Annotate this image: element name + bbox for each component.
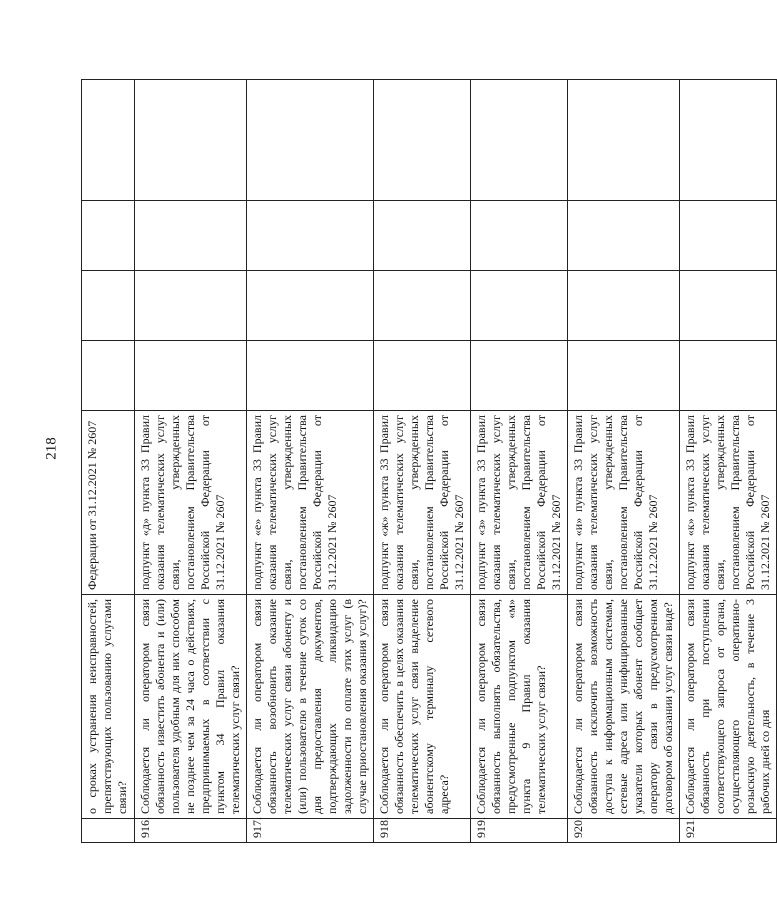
answer-cell [135, 271, 247, 341]
table-row [374, 80, 471, 843]
answer-cell [471, 271, 568, 341]
legal-basis-cell: подпункт «и» пункта 33 Правил оказания телематических услуг связи, утвержденных постановлением Правительства Российской Федерации от 31.12.2021 № 2607 [568, 411, 680, 595]
answer-cell [247, 201, 374, 271]
question-cell: Соблюдается ли оператором связи обязанность обеспечить в целях оказания телематических услуг связи выделение абонентскому терминалу сетевого адреса? [374, 595, 471, 819]
answer-cell [680, 341, 777, 411]
comment-cell [247, 80, 374, 201]
answer-cell [82, 271, 135, 341]
comment-cell [680, 80, 777, 201]
answer-cell [135, 341, 247, 411]
answer-cell [247, 341, 374, 411]
table-row [568, 80, 680, 843]
answer-cell [82, 341, 135, 411]
legal-basis-cell: Федерации от 31.12.2021 № 2607 [82, 411, 135, 595]
row-number: 917. [247, 819, 374, 843]
question-cell: Соблюдается ли оператором связи обязанность выполнять обязательства, предусмотренные подпунктом «м» пункта 9 Правил оказания телематических услуг связи? [471, 595, 568, 819]
table-row [247, 80, 374, 843]
question-cell: Соблюдается ли оператором связи обязанность исключить возможность доступа к информационным системам, сетевые адреса или унифицированные указатели которых абонент сообщает оператору связи в предусмотренном договором об оказании услуг связи виде? [568, 595, 680, 819]
comment-cell [568, 80, 680, 201]
question-cell: Соблюдается ли оператором связи обязанность при поступлении соответствующего запроса от органа, осуществляющего оперативно-розыскную деятельность, в течение 3 рабочих дней со дня [680, 595, 777, 819]
comment-cell [471, 80, 568, 201]
question-cell: Соблюдается ли оператором связи обязанность возобновить оказание телематических услуг связи абоненту и (или) пользователю в течение суток со дня предоставления документов, подтверждающих ликвидацию задолженности по оплате этих услуг (в случае приостановления оказания услуг)? [247, 595, 374, 819]
answer-cell [374, 271, 471, 341]
answer-cell [568, 341, 680, 411]
comment-cell [82, 80, 135, 201]
rotated-page-content [81, 80, 772, 843]
question-cell: Соблюдается ли оператором связи обязанность известить абонента и (или) пользователя удобным для них способом не позднее чем за 24 часа о действиях, предпринимаемых в соответствии с пунктом 34 Правил оказания телематических услуг связи? [135, 595, 247, 819]
comment-cell [374, 80, 471, 201]
row-number: 921. [680, 819, 777, 843]
page-number: 218 [43, 437, 60, 460]
answer-cell [568, 271, 680, 341]
answer-cell [680, 271, 777, 341]
answer-cell [471, 341, 568, 411]
row-number: 918. [374, 819, 471, 843]
legal-basis-cell: подпункт «з» пункта 33 Правил оказания телематических услуг связи, утвержденных постановлением Правительства Российской Федерации от 31.12.2021 № 2607 [471, 411, 568, 595]
answer-cell [135, 201, 247, 271]
legal-basis-cell: подпункт «ж» пункта 33 Правил оказания телематических услуг связи, утвержденных постановлением Правительства Российской Федерации от 31.12.2021 № 2607 [374, 411, 471, 595]
answer-cell [471, 201, 568, 271]
question-cell: о сроках устранения неисправностей, препятствующих пользованию услугами связи? [82, 595, 135, 819]
legal-basis-cell: подпункт «к» пункта 33 Правил оказания телематических услуг связи, утвержденных постановлением Правительства Российской Федерации от 31.12.2021 № 2607 [680, 411, 777, 595]
table-row [82, 80, 135, 843]
row-number [82, 819, 135, 843]
row-number: 919. [471, 819, 568, 843]
row-number: 920. [568, 819, 680, 843]
table-row [135, 80, 247, 843]
answer-cell [568, 201, 680, 271]
checklist-table [81, 79, 777, 843]
row-number: 916. [135, 819, 247, 843]
table-row [471, 80, 568, 843]
legal-basis-cell: подпункт «е» пункта 33 Правил оказания телематических услуг связи, утвержденных постановлением Правительства Российской Федерации от 31.12.2021 № 2607 [247, 411, 374, 595]
comment-cell [135, 80, 247, 201]
answer-cell [82, 201, 135, 271]
table-row [680, 80, 777, 843]
answer-cell [374, 201, 471, 271]
answer-cell [374, 341, 471, 411]
answer-cell [680, 201, 777, 271]
legal-basis-cell: подпункт «д» пункта 33 Правил оказания телематических услуг связи, утвержденных постановлением Правительства Российской Федерации от 31.12.2021 № 2607 [135, 411, 247, 595]
answer-cell [247, 271, 374, 341]
